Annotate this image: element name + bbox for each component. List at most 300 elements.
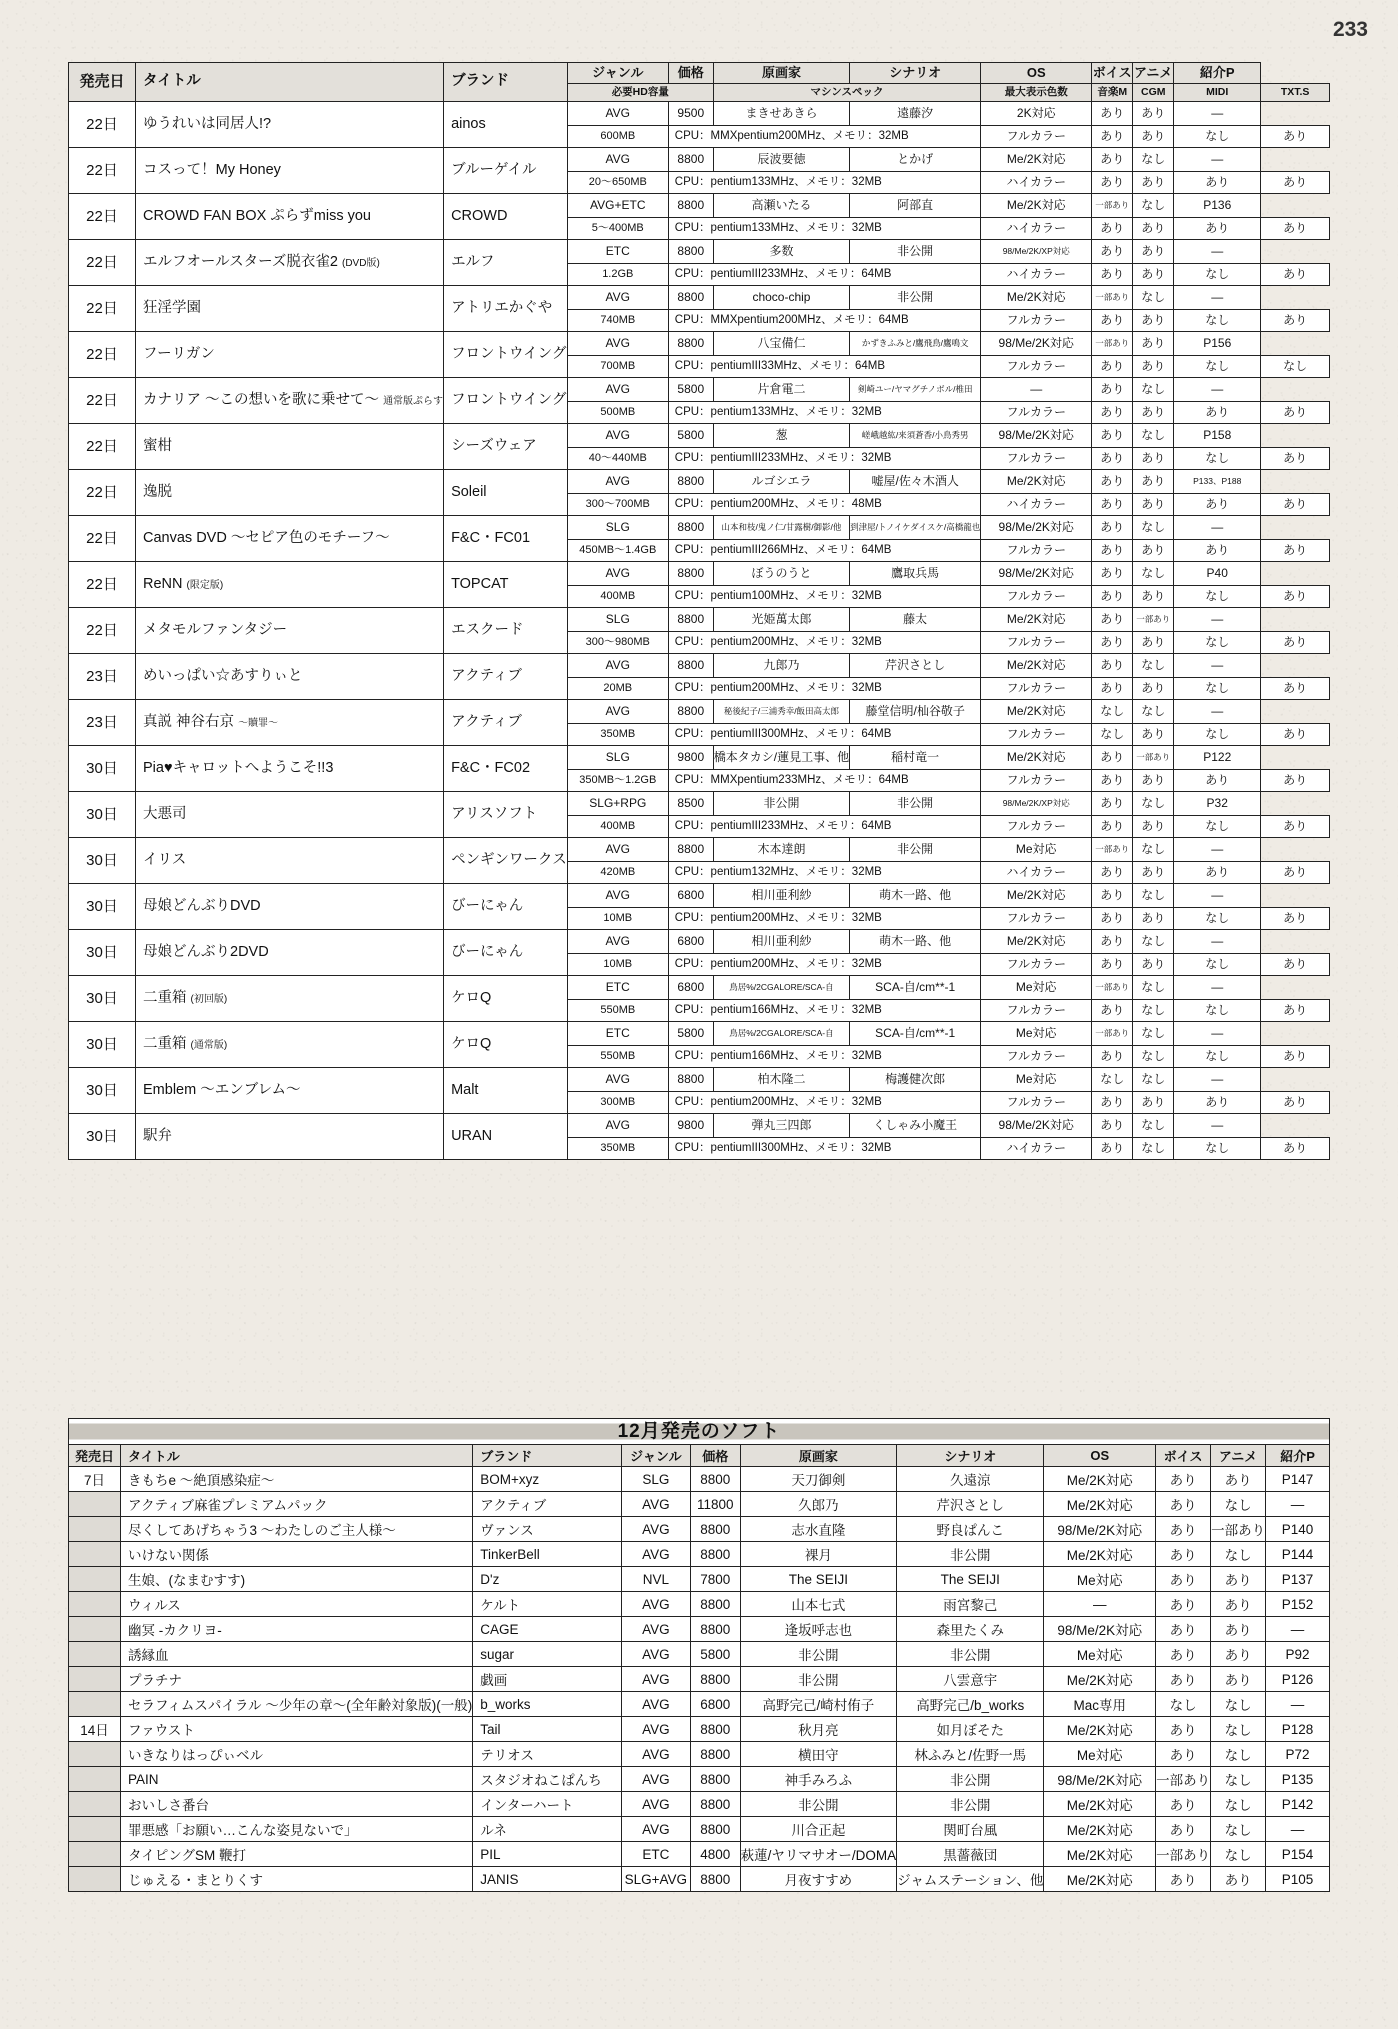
cell-intro-page: — (1174, 378, 1261, 402)
december-table-row (69, 1767, 1330, 1792)
cell-intro-page: P133、P188 (1174, 470, 1261, 494)
dec-cell-price: 8800 (690, 1617, 740, 1642)
cell-brand: アクティブ (444, 654, 568, 700)
cell-genre: SLG (567, 746, 668, 770)
dec-cell-scenario: 非公開 (897, 1642, 1044, 1667)
december-header-row (69, 1445, 1330, 1467)
cell-intro-page: P156 (1174, 332, 1261, 356)
cell-brand: F&C・FC02 (444, 746, 568, 792)
table-row (69, 976, 1330, 1000)
dec-cell-genre: AVG (621, 1542, 690, 1567)
dec-cell-price: 5800 (690, 1642, 740, 1667)
dec-cell-genre: ETC (621, 1842, 690, 1867)
cell-max-colors: フルカラー (981, 310, 1092, 332)
cell-midi: あり (1174, 494, 1261, 516)
december-table-row (69, 1842, 1330, 1867)
cell-midi: あり (1174, 540, 1261, 562)
cell-title: 二重箱 (通常版) (136, 1022, 444, 1068)
cell-scenario: SCA-自/cm**-1 (850, 976, 981, 1000)
dec-cell-intro-page: P144 (1266, 1542, 1330, 1567)
dec-cell-genre: AVG (621, 1717, 690, 1742)
cell-voice: あり (1092, 424, 1133, 448)
dec-cell-title: いきなりはっぴぃベル (121, 1742, 473, 1767)
cell-artist: 多数 (713, 240, 849, 264)
cell-intro-page: P122 (1174, 746, 1261, 770)
cell-price: 8800 (668, 470, 713, 494)
cell-scenario: 芹沢さとし (850, 654, 981, 678)
dec-cell-title: 生娘、(なまむすす) (121, 1567, 473, 1592)
cell-scenario: 非公開 (850, 286, 981, 310)
cell-machine-spec: CPU：pentium200MHz、メモリ：32MB (668, 954, 980, 976)
cell-date: 22日 (69, 470, 136, 516)
table-row (69, 1068, 1330, 1092)
cell-txts: あり (1261, 1092, 1330, 1114)
cell-voice: 一部あり (1092, 976, 1133, 1000)
cell-genre: AVG (567, 1114, 668, 1138)
cell-genre: AVG (567, 884, 668, 908)
cell-machine-spec: CPU：pentium100MHz、メモリ：32MB (668, 586, 980, 608)
dec-cell-price: 8800 (690, 1667, 740, 1692)
dec-cell-date (69, 1542, 121, 1567)
dec-cell-price: 4800 (690, 1842, 740, 1867)
cell-brand: エスクード (444, 608, 568, 654)
cell-price: 5800 (668, 1022, 713, 1046)
dec-cell-brand: ルネ (473, 1817, 622, 1842)
dec-cell-anime: なし (1211, 1742, 1266, 1767)
dec-cell-brand: CAGE (473, 1617, 622, 1642)
dec-header-intro-page: 紹介P (1266, 1445, 1330, 1467)
cell-machine-spec: CPU：pentiumIII33MHz、メモリ：64MB (668, 356, 980, 378)
table-row (69, 654, 1330, 678)
cell-genre: SLG (567, 516, 668, 540)
cell-hd-capacity: 500MB (567, 402, 668, 424)
cell-midi: なし (1174, 954, 1261, 976)
cell-hd-capacity: 600MB (567, 126, 668, 148)
dec-cell-genre: SLG+AVG (621, 1867, 690, 1892)
dec-cell-voice: あり (1156, 1542, 1211, 1567)
cell-cgm: あり (1133, 770, 1174, 792)
cell-txts: あり (1261, 954, 1330, 976)
cell-os: Me対応 (981, 1068, 1092, 1092)
cell-bgm: あり (1092, 1046, 1133, 1068)
cell-price: 5800 (668, 378, 713, 402)
cell-genre: SLG+RPG (567, 792, 668, 816)
cell-machine-spec: CPU：pentium132MHz、メモリ：32MB (668, 862, 980, 884)
dec-header-title: タイトル (121, 1445, 473, 1467)
cell-machine-spec: CPU：pentium166MHz、メモリ：32MB (668, 1000, 980, 1022)
cell-date: 23日 (69, 654, 136, 700)
cell-brand: ブルーゲイル (444, 148, 568, 194)
dec-cell-scenario: 関町台風 (897, 1817, 1044, 1842)
dec-cell-price: 8800 (690, 1867, 740, 1892)
dec-header-artist: 原画家 (740, 1445, 896, 1467)
cell-bgm: あり (1092, 1000, 1133, 1022)
dec-cell-intro-page: P142 (1266, 1792, 1330, 1817)
dec-cell-brand: JANIS (473, 1867, 622, 1892)
dec-cell-voice: あり (1156, 1517, 1211, 1542)
cell-artist: 秘後紀子/三浦秀幸/飯田高太郎 (713, 700, 849, 724)
dec-cell-title: いけない関係 (121, 1542, 473, 1567)
cell-bgm: あり (1092, 908, 1133, 930)
cell-voice: あり (1092, 608, 1133, 632)
dec-cell-anime: あり (1211, 1642, 1266, 1667)
dec-cell-os: Me/2K対応 (1044, 1467, 1156, 1492)
dec-cell-title: プラチナ (121, 1667, 473, 1692)
dec-cell-intro-page: P137 (1266, 1567, 1330, 1592)
cell-artist: 光姫萬太郎 (713, 608, 849, 632)
cell-intro-page: — (1174, 1022, 1261, 1046)
table-row (69, 332, 1330, 356)
table-row (69, 1114, 1330, 1138)
cell-cgm: あり (1133, 356, 1174, 378)
cell-midi: なし (1174, 448, 1261, 470)
cell-brand: TOPCAT (444, 562, 568, 608)
cell-voice: あり (1092, 746, 1133, 770)
cell-anime: なし (1133, 286, 1174, 310)
dec-cell-anime: なし (1211, 1792, 1266, 1817)
dec-cell-voice: あり (1156, 1667, 1211, 1692)
cell-genre: AVG (567, 654, 668, 678)
dec-cell-brand: Tail (473, 1717, 622, 1742)
cell-artist: 鳥居%/2CGALORE/SCA-自 (713, 976, 849, 1000)
cell-date: 22日 (69, 378, 136, 424)
dec-cell-anime: あり (1211, 1867, 1266, 1892)
cell-anime: なし (1133, 654, 1174, 678)
cell-max-colors: フルカラー (981, 724, 1092, 746)
cell-bgm: あり (1092, 862, 1133, 884)
header-date: 発売日 (69, 63, 136, 102)
header-hd-capacity: 必要HD容量 (567, 84, 713, 102)
dec-cell-intro-page: P126 (1266, 1667, 1330, 1692)
dec-header-genre: ジャンル (621, 1445, 690, 1467)
cell-hd-capacity: 450MB～1.4GB (567, 540, 668, 562)
table-row (69, 194, 1330, 218)
december-table-row (69, 1642, 1330, 1667)
cell-anime: なし (1133, 562, 1174, 586)
dec-cell-date (69, 1617, 121, 1642)
cell-date: 22日 (69, 194, 136, 240)
header-artist: 原画家 (713, 63, 849, 84)
cell-intro-page: — (1174, 240, 1261, 264)
cell-cgm: あり (1133, 1092, 1174, 1114)
cell-intro-page: — (1174, 700, 1261, 724)
cell-max-colors: フルカラー (981, 1046, 1092, 1068)
cell-brand: ainos (444, 102, 568, 148)
dec-cell-brand: sugar (473, 1642, 622, 1667)
cell-intro-page: P158 (1174, 424, 1261, 448)
page-number: 233 (1332, 18, 1368, 41)
cell-anime: あり (1133, 470, 1174, 494)
cell-hd-capacity: 10MB (567, 954, 668, 976)
cell-voice: あり (1092, 1114, 1133, 1138)
cell-brand: びーにゃん (444, 930, 568, 976)
cell-brand: フロントウイング (444, 332, 568, 378)
cell-voice: あり (1092, 884, 1133, 908)
cell-artist: まきせあきら (713, 102, 849, 126)
cell-max-colors: ハイカラー (981, 264, 1092, 286)
cell-max-colors: ハイカラー (981, 862, 1092, 884)
cell-bgm: あり (1092, 540, 1133, 562)
cell-os: Me/2K対応 (981, 700, 1092, 724)
cell-brand: ケロQ (444, 1022, 568, 1068)
dec-cell-anime: なし (1211, 1817, 1266, 1842)
cell-voice: あり (1092, 378, 1133, 402)
dec-cell-genre: AVG (621, 1592, 690, 1617)
cell-brand: アクティブ (444, 700, 568, 746)
cell-machine-spec: CPU：pentium166MHz、メモリ：32MB (668, 1046, 980, 1068)
cell-midi: あり (1174, 218, 1261, 240)
cell-date: 30日 (69, 746, 136, 792)
cell-hd-capacity: 550MB (567, 1046, 668, 1068)
header-os: OS (981, 63, 1092, 84)
cell-scenario: 遠藤汐 (850, 102, 981, 126)
table-row (69, 378, 1330, 402)
dec-cell-title: じゅえる・まとりくす (121, 1867, 473, 1892)
table-row (69, 930, 1330, 954)
dec-cell-date (69, 1767, 121, 1792)
cell-intro-page: — (1174, 654, 1261, 678)
dec-cell-intro-page: P152 (1266, 1592, 1330, 1617)
dec-cell-genre: AVG (621, 1517, 690, 1542)
dec-cell-anime: 一部あり (1211, 1517, 1266, 1542)
cell-title: イリス (136, 838, 444, 884)
cell-intro-page: P40 (1174, 562, 1261, 586)
cell-genre: AVG (567, 102, 668, 126)
cell-title: Canvas DVD ～セピア色のモチーフ～ (136, 516, 444, 562)
cell-os: 98/Me/2K対応 (981, 1114, 1092, 1138)
cell-artist: 橋本タカシ/蓮見工事、他 (713, 746, 849, 770)
cell-machine-spec: CPU：pentium200MHz、メモリ：32MB (668, 908, 980, 930)
cell-bgm: あり (1092, 1092, 1133, 1114)
cell-price: 8800 (668, 838, 713, 862)
cell-cgm: あり (1133, 540, 1174, 562)
cell-voice: 一部あり (1092, 332, 1133, 356)
cell-intro-page: — (1174, 148, 1261, 172)
cell-cgm: あり (1133, 448, 1174, 470)
dec-cell-intro-page: P128 (1266, 1717, 1330, 1742)
dec-cell-scenario: 森里たくみ (897, 1617, 1044, 1642)
dec-cell-anime: あり (1211, 1592, 1266, 1617)
header-genre: ジャンル (567, 63, 668, 84)
cell-brand: CROWD (444, 194, 568, 240)
dec-cell-brand: テリオス (473, 1742, 622, 1767)
dec-cell-os: Me/2K対応 (1044, 1492, 1156, 1517)
dec-cell-os: Me/2K対応 (1044, 1817, 1156, 1842)
cell-genre: AVG+ETC (567, 194, 668, 218)
cell-scenario: 到津屋/トノイケダイスケ/高橋龍也 (850, 516, 981, 540)
cell-max-colors: フルカラー (981, 954, 1092, 976)
dec-cell-price: 6800 (690, 1692, 740, 1717)
cell-price: 6800 (668, 930, 713, 954)
dec-cell-os: 98/Me/2K対応 (1044, 1767, 1156, 1792)
cell-title: 駅弁 (136, 1114, 444, 1160)
dec-header-price: 価格 (690, 1445, 740, 1467)
december-table-row (69, 1717, 1330, 1742)
cell-anime: なし (1133, 1022, 1174, 1046)
header-scenario: シナリオ (850, 63, 981, 84)
cell-voice: 一部あり (1092, 286, 1133, 310)
cell-price: 6800 (668, 976, 713, 1000)
dec-cell-intro-page: — (1266, 1492, 1330, 1517)
cell-genre: ETC (567, 976, 668, 1000)
cell-intro-page: — (1174, 516, 1261, 540)
cell-bgm: あり (1092, 126, 1133, 148)
december-table-row (69, 1517, 1330, 1542)
cell-artist: 非公開 (713, 792, 849, 816)
cell-midi: あり (1174, 770, 1261, 792)
cell-price: 8800 (668, 286, 713, 310)
dec-cell-voice: あり (1156, 1817, 1211, 1842)
cell-txts: あり (1261, 678, 1330, 700)
cell-brand: シーズウェア (444, 424, 568, 470)
cell-max-colors: フルカラー (981, 540, 1092, 562)
cell-machine-spec: CPU：MMXpentium200MHz、メモリ：32MB (668, 126, 980, 148)
dec-cell-genre: AVG (621, 1792, 690, 1817)
table-row (69, 102, 1330, 126)
december-table-row (69, 1867, 1330, 1892)
dec-cell-date (69, 1742, 121, 1767)
cell-os: Me/2K対応 (981, 884, 1092, 908)
dec-cell-genre: AVG (621, 1817, 690, 1842)
cell-txts: あり (1261, 540, 1330, 562)
dec-cell-anime: あり (1211, 1567, 1266, 1592)
cell-voice: あり (1092, 792, 1133, 816)
cell-intro-page: — (1174, 102, 1261, 126)
dec-cell-brand: PIL (473, 1842, 622, 1867)
cell-txts: あり (1261, 586, 1330, 608)
cell-max-colors: フルカラー (981, 908, 1092, 930)
cell-genre: AVG (567, 838, 668, 862)
dec-cell-brand: b_works (473, 1692, 622, 1717)
cell-anime: なし (1133, 1114, 1174, 1138)
cell-voice: あり (1092, 102, 1133, 126)
december-table-row (69, 1792, 1330, 1817)
cell-intro-page: — (1174, 1068, 1261, 1092)
cell-bgm: あり (1092, 310, 1133, 332)
cell-cgm: あり (1133, 816, 1174, 838)
dec-cell-title: 尽くしてあげちゃう3 ～わたしのご主人様～ (121, 1517, 473, 1542)
cell-cgm: あり (1133, 494, 1174, 516)
cell-scenario: 藤太 (850, 608, 981, 632)
dec-cell-title: 罪悪感「お願い…こんな姿見ないで」 (121, 1817, 473, 1842)
cell-title: めいっぱい☆あすりぃと (136, 654, 444, 700)
dec-cell-brand: BOM+xyz (473, 1467, 622, 1492)
dec-cell-scenario: 高野完己/b_works (897, 1692, 1044, 1717)
dec-cell-scenario: 非公開 (897, 1767, 1044, 1792)
cell-anime: なし (1133, 516, 1174, 540)
dec-cell-scenario: 非公開 (897, 1792, 1044, 1817)
cell-max-colors: ハイカラー (981, 172, 1092, 194)
dec-cell-intro-page: — (1266, 1692, 1330, 1717)
cell-date: 22日 (69, 286, 136, 332)
cell-date: 22日 (69, 562, 136, 608)
cell-artist: 木本達朗 (713, 838, 849, 862)
header-bgm: 音楽M (1092, 84, 1133, 102)
cell-price: 8800 (668, 562, 713, 586)
cell-date: 22日 (69, 148, 136, 194)
dec-cell-anime: なし (1211, 1542, 1266, 1567)
cell-bgm: あり (1092, 632, 1133, 654)
cell-machine-spec: CPU：MMXpentium233MHz、メモリ：64MB (668, 770, 980, 792)
cell-intro-page: — (1174, 976, 1261, 1000)
cell-os: Me/2K対応 (981, 470, 1092, 494)
cell-txts: あり (1261, 632, 1330, 654)
dec-cell-os: 98/Me/2K対応 (1044, 1517, 1156, 1542)
cell-anime: 一部あり (1133, 746, 1174, 770)
cell-machine-spec: CPU：pentiumIII233MHz、メモリ：32MB (668, 448, 980, 470)
cell-machine-spec: CPU：pentium200MHz、メモリ：48MB (668, 494, 980, 516)
dec-cell-os: Me/2K対応 (1044, 1542, 1156, 1567)
dec-cell-brand: TinkerBell (473, 1542, 622, 1567)
cell-txts: あり (1261, 402, 1330, 424)
dec-cell-title: 誘縁血 (121, 1642, 473, 1667)
dec-cell-scenario: 野良ぱんこ (897, 1517, 1044, 1542)
cell-os: Me/2K対応 (981, 654, 1092, 678)
cell-anime: なし (1133, 884, 1174, 908)
dec-cell-genre: AVG (621, 1667, 690, 1692)
cell-genre: ETC (567, 240, 668, 264)
dec-header-brand: ブランド (473, 1445, 622, 1467)
cell-txts: なし (1261, 356, 1330, 378)
cell-os: Me対応 (981, 1022, 1092, 1046)
dec-cell-price: 8800 (690, 1542, 740, 1567)
cell-cgm: あり (1133, 586, 1174, 608)
cell-brand: URAN (444, 1114, 568, 1160)
cell-artist: ルゴシエラ (713, 470, 849, 494)
cell-date: 22日 (69, 516, 136, 562)
dec-cell-anime: なし (1211, 1717, 1266, 1742)
cell-title: 二重箱 (初回版) (136, 976, 444, 1022)
dec-cell-title: 幽冥 -カクリヨ- (121, 1617, 473, 1642)
cell-txts: あり (1261, 816, 1330, 838)
cell-price: 9800 (668, 1114, 713, 1138)
cell-txts: あり (1261, 1138, 1330, 1160)
dec-cell-artist: 裸月 (740, 1542, 896, 1567)
cell-scenario: 阿部直 (850, 194, 981, 218)
cell-scenario: 稲村竜一 (850, 746, 981, 770)
dec-cell-voice: 一部あり (1156, 1767, 1211, 1792)
dec-cell-anime: なし (1211, 1492, 1266, 1517)
cell-date: 22日 (69, 424, 136, 470)
cell-hd-capacity: 550MB (567, 1000, 668, 1022)
dec-cell-intro-page: P105 (1266, 1867, 1330, 1892)
cell-anime: なし (1133, 792, 1174, 816)
dec-cell-title: アクティブ麻雀プレミアムパック (121, 1492, 473, 1517)
cell-midi: あり (1174, 862, 1261, 884)
cell-max-colors: フルカラー (981, 448, 1092, 470)
cell-cgm: あり (1133, 954, 1174, 976)
cell-os: 2K対応 (981, 102, 1092, 126)
dec-cell-brand: ヴァンス (473, 1517, 622, 1542)
cell-machine-spec: CPU：pentiumIII300MHz、メモリ：64MB (668, 724, 980, 746)
cell-midi: なし (1174, 908, 1261, 930)
dec-cell-voice: あり (1156, 1567, 1211, 1592)
table-row (69, 562, 1330, 586)
cell-date: 22日 (69, 102, 136, 148)
dec-cell-scenario: 久遠涼 (897, 1467, 1044, 1492)
cell-midi: あり (1174, 402, 1261, 424)
cell-os: — (981, 378, 1092, 402)
cell-midi: なし (1174, 310, 1261, 332)
cell-date: 22日 (69, 240, 136, 286)
cell-hd-capacity: 5～400MB (567, 218, 668, 240)
cell-scenario: くしゃみ小魔王 (850, 1114, 981, 1138)
cell-artist: 弾丸三四郎 (713, 1114, 849, 1138)
cell-midi: なし (1174, 1000, 1261, 1022)
cell-midi: なし (1174, 724, 1261, 746)
dec-cell-scenario: ジャムステーション、他 (897, 1867, 1044, 1892)
cell-bgm: あり (1092, 402, 1133, 424)
